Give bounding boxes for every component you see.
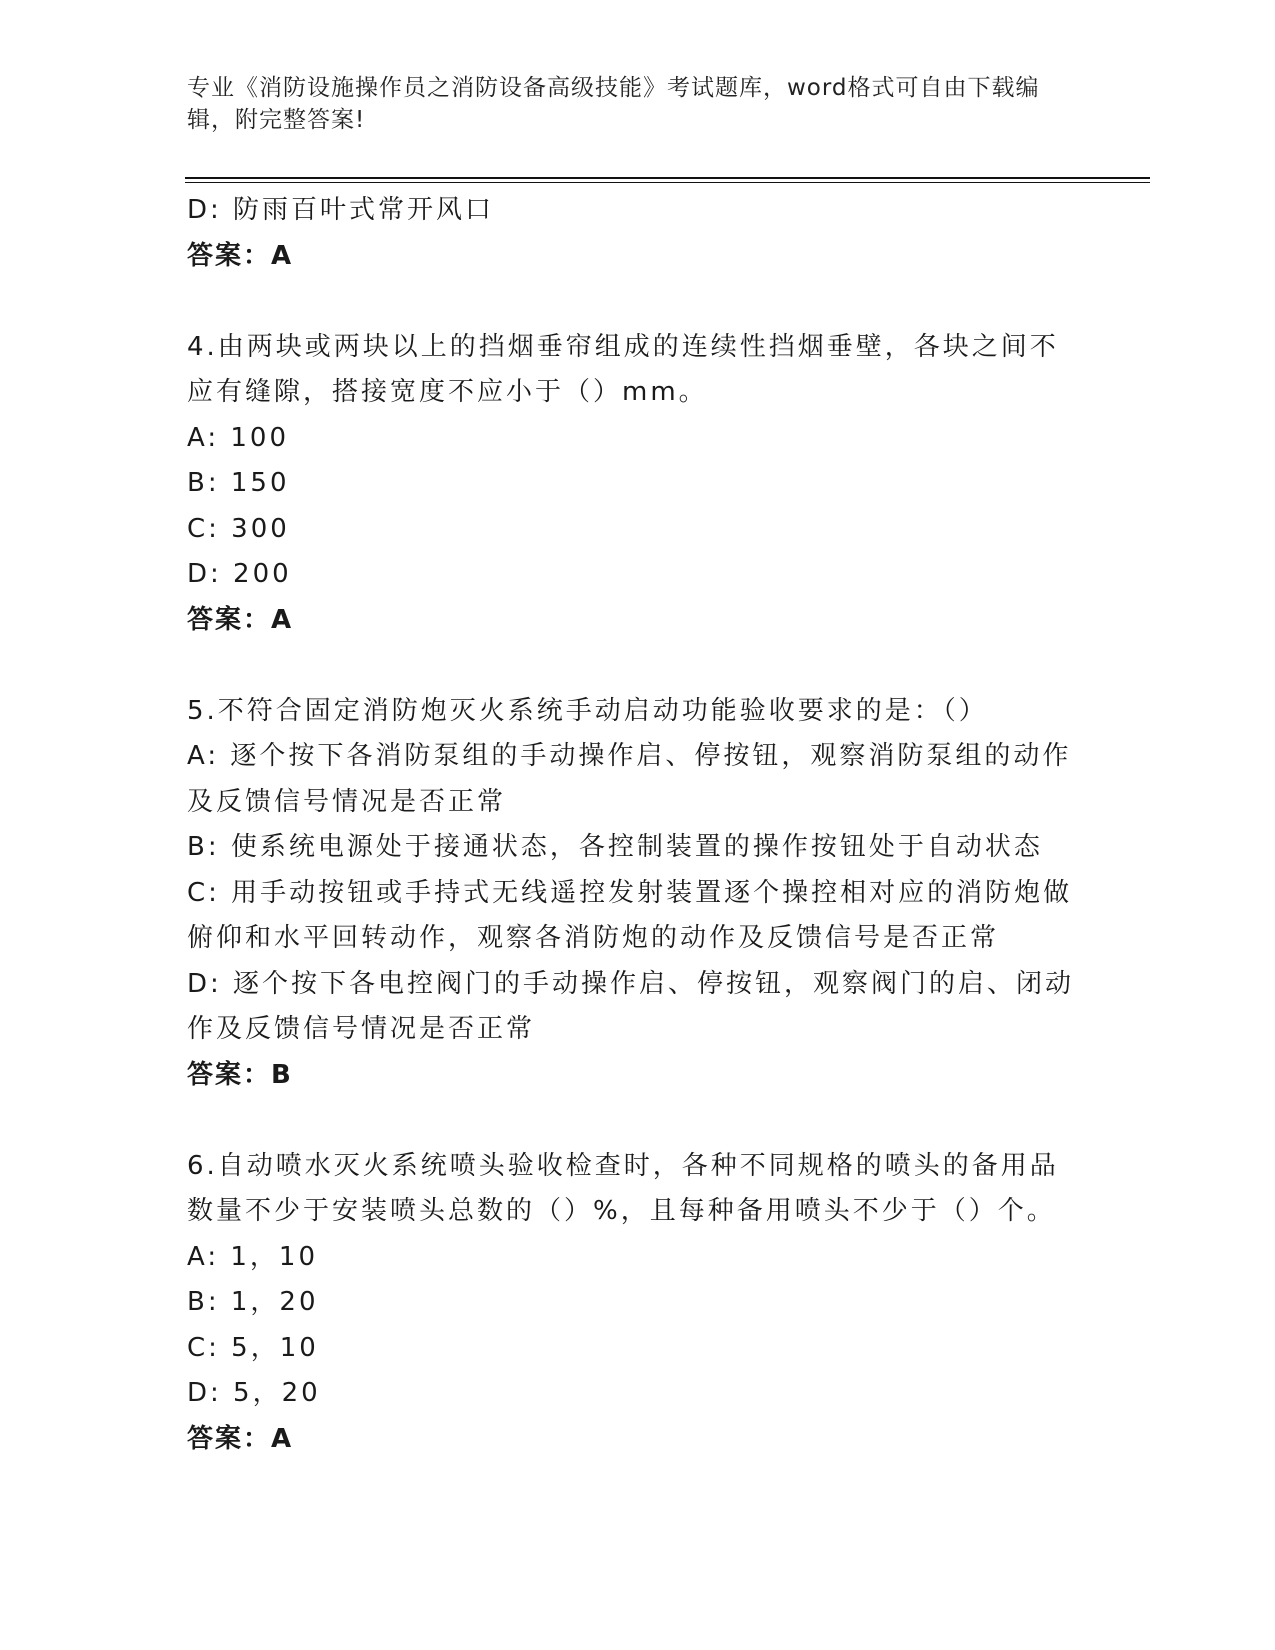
spacer bbox=[187, 279, 1067, 325]
header-line-2: 辑，附完整答案! bbox=[187, 107, 366, 133]
q5-option-c-line-2: 俯仰和水平回转动作，观察各消防炮的动作及反馈信号是否正常 bbox=[187, 923, 1000, 953]
q6-option-a: A: 1，10 bbox=[187, 1241, 318, 1272]
spacer bbox=[187, 1098, 1067, 1144]
question-4 bbox=[187, 325, 1067, 644]
question-list bbox=[187, 188, 1075, 1462]
header-line-1: 专业《消防设施操作员之消防设备高级技能》考试题库，word格式可自由下载编 bbox=[187, 75, 1040, 101]
spacer bbox=[187, 643, 1067, 689]
header-rule-thick bbox=[185, 177, 1150, 179]
q4-option-a: A: 100 bbox=[187, 422, 289, 453]
question-6 bbox=[187, 1144, 1067, 1463]
q4-stem-line-1: 4.由两块或两块以上的挡烟垂帘组成的连续性挡烟垂壁，各块之间不 bbox=[187, 331, 1059, 362]
q5-option-a-line-2: 及反馈信号情况是否正常 bbox=[187, 786, 507, 817]
q4-stem-line-2: 应有缝隙，搭接宽度不应小于（）mm。 bbox=[187, 377, 708, 407]
q5-option-d-line-2: 作及反馈信号情况是否正常 bbox=[187, 1014, 536, 1044]
q6-option-c: C: 5，10 bbox=[187, 1332, 319, 1363]
q6-answer: 答案：A bbox=[187, 1423, 294, 1454]
prev-answer: 答案：A bbox=[187, 240, 294, 271]
q5-option-d-line-1: D: 逐个按下各电控阀门的手动操作启、停按钮，观察阀门的启、闭动 bbox=[187, 968, 1075, 999]
prev-option-d: D: 防雨百叶式常开风口 bbox=[187, 195, 495, 225]
q4-option-d: D: 200 bbox=[187, 559, 292, 589]
q5-option-c-line-1: C: 用手动按钮或手持式无线遥控发射装置逐个操控相对应的消防炮做 bbox=[187, 877, 1073, 908]
q5-stem: 5.不符合固定消防炮灭火系统手动启动功能验收要求的是：（） bbox=[187, 695, 988, 726]
q5-answer: 答案：B bbox=[187, 1059, 293, 1090]
q6-option-b: B: 1，20 bbox=[187, 1287, 319, 1317]
q4-option-c: C: 300 bbox=[187, 513, 290, 544]
q5-option-a-line-1: A: 逐个按下各消防泵组的手动操作启、停按钮，观察消防泵组的动作 bbox=[187, 741, 1072, 771]
question-5 bbox=[187, 689, 1075, 1099]
document-header bbox=[187, 72, 1067, 136]
header-rule-thin bbox=[185, 182, 1150, 183]
q6-stem-line-2: 数量不少于安装喷头总数的（）%，且每种备用喷头不少于（）个。 bbox=[187, 1196, 1056, 1226]
q6-stem-line-1: 6.自动喷水灭火系统喷头验收检查时，各种不同规格的喷头的备用品 bbox=[187, 1150, 1059, 1181]
q4-option-b: B: 150 bbox=[187, 468, 290, 498]
q4-answer: 答案：A bbox=[187, 604, 294, 635]
q5-option-b: B: 使系统电源处于接通状态，各控制装置的操作按钮处于自动状态 bbox=[187, 832, 1043, 862]
q6-option-d: D: 5，20 bbox=[187, 1378, 321, 1408]
